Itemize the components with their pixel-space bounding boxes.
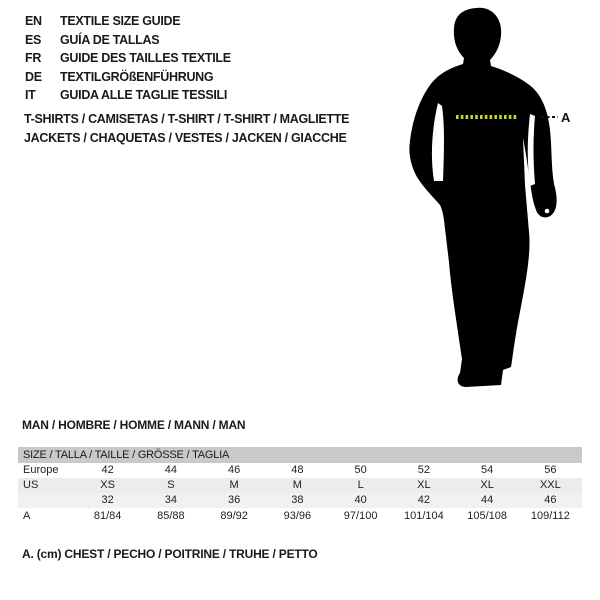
language-label: GUIDA ALLE TAGLIE TESSILI [60,88,228,103]
language-label: GUIDE DES TAILLES TEXTILE [60,51,231,66]
measure-label-a: A [561,110,571,125]
table-cell: 42 [417,494,430,506]
table-cell: 34 [164,494,177,506]
language-code: EN [25,14,42,28]
table-cell: 52 [417,464,430,476]
table-row-us-numeric [18,493,582,508]
table-cell: 46 [228,464,241,476]
language-row [25,49,231,68]
table-cell: XL [417,479,431,491]
table-cell: 46 [544,494,557,506]
table-row-chest-a [18,508,582,524]
table-cell: 44 [481,494,494,506]
table-cell: 50 [354,464,367,476]
table-cell: 56 [544,464,557,476]
table-cell: 105/108 [467,510,507,522]
size-table-header: SIZE / TALLA / TAILLE / GRÖSSE / TAGLIA [18,447,582,463]
language-row [25,12,231,31]
table-cell: 36 [228,494,241,506]
table-cell: S [167,479,175,491]
language-code: ES [25,32,42,47]
fist-notch [545,209,550,214]
table-cell: M [292,479,302,491]
language-row [25,86,231,105]
table-cell: L [357,479,364,491]
row-label [18,493,76,508]
table-cell: XS [100,479,115,491]
language-code: IT [25,88,36,103]
measurement-footnote: A. (cm) CHEST / PECHO / POITRINE / TRUHE / PETTO [22,547,318,561]
table-cell: 101/104 [403,510,444,522]
category-tshirts: T-SHIRTS / CAMISETAS / T-SHIRT / T-SHIRT / MAGLIETTE [24,112,350,126]
language-code: FR [25,51,42,66]
language-label: TEXTILGRÖßENFÜHRUNG [60,69,214,84]
table-cell: 89/92 [220,510,248,522]
table-row-us [18,478,582,493]
man-silhouette [400,0,600,400]
table-cell: 97/100 [343,510,378,522]
row-label: Europe [23,464,59,476]
table-cell: 38 [291,494,304,506]
section-heading-man: MAN / HOMBRE / HOMME / MANN / MAN [22,418,246,432]
table-cell: 48 [291,464,304,476]
size-table [18,447,582,524]
table-cell: XXL [539,479,561,491]
table-cell: 40 [354,494,367,506]
measurement-figure [400,0,600,400]
table-cell: 44 [164,464,177,476]
language-label: GUÍA DE TALLAS [60,32,160,47]
language-row [25,68,231,87]
row-label: A [23,510,31,522]
man-silhouette-body [409,8,556,387]
language-code: DE [25,69,42,84]
category-jackets: JACKETS / CHAQUETAS / VESTES / JACKEN / GIACCHE [24,131,347,145]
table-cell: 81/84 [93,510,122,522]
table-cell: 32 [101,494,114,506]
table-cell: 93/96 [283,510,312,522]
table-cell: M [229,479,239,491]
table-cell: XL [480,479,494,491]
table-cell: 42 [101,464,114,476]
row-label: US [23,479,39,491]
language-row [25,31,231,50]
table-row-europe [18,463,582,478]
table-cell: 85/88 [157,510,185,522]
language-list [25,12,231,105]
language-label: TEXTILE SIZE GUIDE [60,14,181,28]
category-list [24,110,349,148]
table-cell: 109/112 [530,510,570,522]
table-cell: 54 [481,464,494,476]
